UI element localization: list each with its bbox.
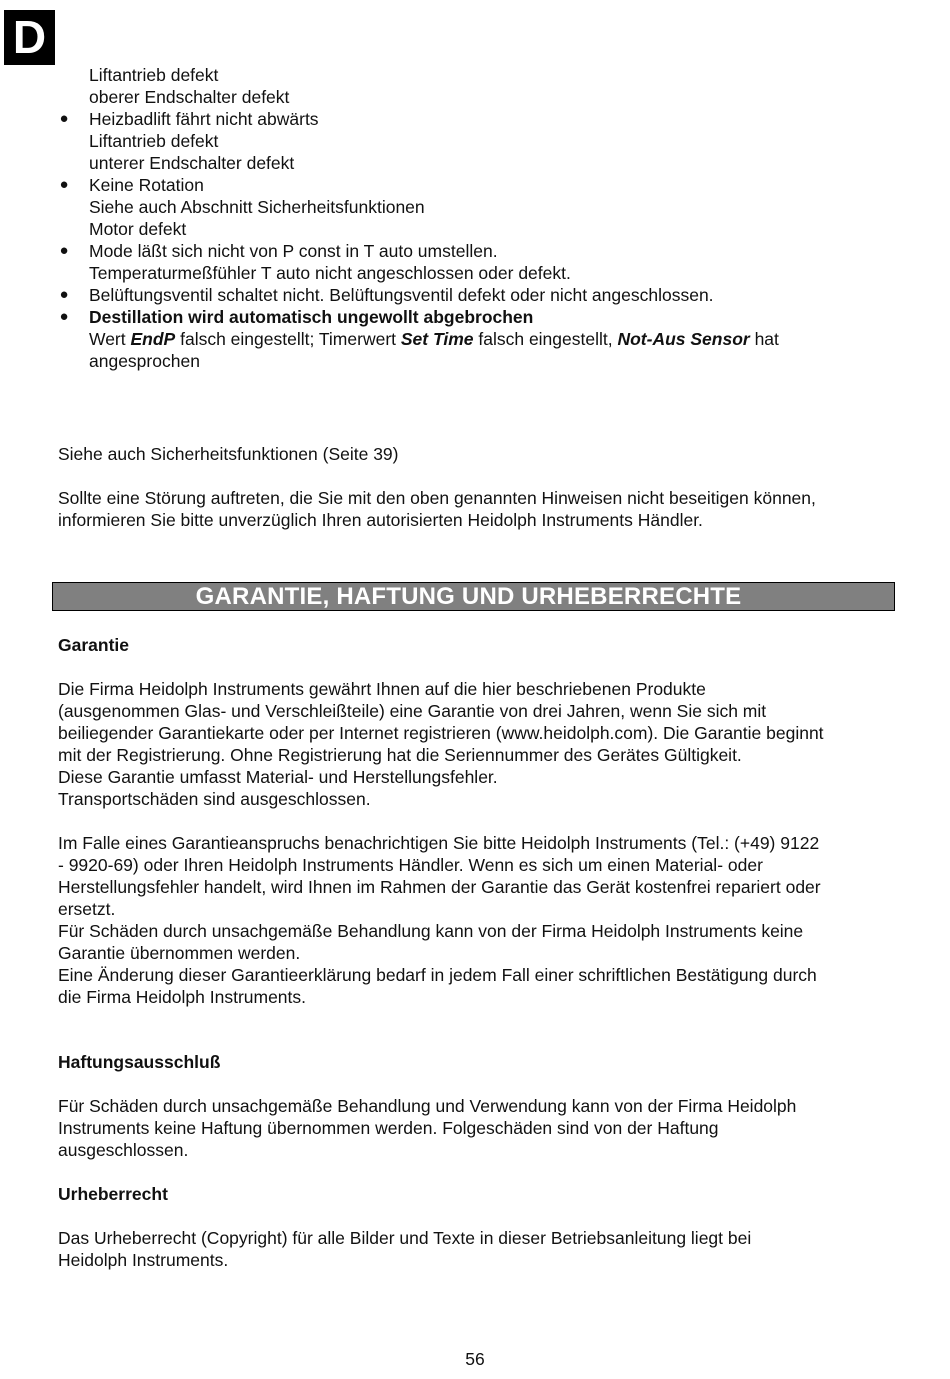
paragraph-line: Transportschäden sind ausgeschlossen.	[58, 789, 371, 809]
fault-list	[58, 64, 918, 372]
text-fragment: falsch eingestellt,	[473, 329, 618, 349]
garantie-paragraph-1	[58, 678, 918, 810]
text-fragment: falsch eingestellt; Timerwert	[175, 329, 401, 349]
garantie-heading: Garantie	[58, 635, 129, 655]
list-item-line: oberer Endschalter defekt	[89, 87, 290, 107]
list-item-line: Liftantrieb defekt	[89, 131, 219, 151]
paragraph-line: beiliegender Garantiekarte oder per Internet registrieren (www.heidolph.com). Die Garantie beginnt	[58, 723, 824, 743]
parameter-not-aus-sensor: Not-Aus Sensor	[617, 329, 750, 349]
garantie-paragraph-2	[58, 832, 918, 1008]
list-item	[58, 284, 918, 306]
fault-note	[58, 487, 918, 531]
list-item-line: unterer Endschalter defekt	[89, 153, 295, 173]
paragraph-line: - 9920-69) oder Ihren Heidolph Instruments Händler. Wenn es sich um einen Material- oder	[58, 855, 763, 875]
paragraph-line: Heidolph Instruments.	[58, 1250, 229, 1270]
list-item	[58, 64, 918, 108]
paragraph-line: Das Urheberrecht (Copyright) für alle Bilder und Texte in dieser Betriebsanleitung liegt bei	[58, 1228, 752, 1248]
paragraph-line: (ausgenommen Glas- und Verschleißteile) eine Garantie von drei Jahren, wenn Sie sich mit	[58, 701, 767, 721]
paragraph-line: die Firma Heidolph Instruments.	[58, 987, 307, 1007]
paragraph-line: ersetzt.	[58, 899, 116, 919]
text-fragment: Wert	[89, 329, 131, 349]
paragraph-line: Die Firma Heidolph Instruments gewährt Ihnen auf die hier beschriebenen Produkte	[58, 679, 706, 699]
paragraph-line: Diese Garantie umfasst Material- und Herstellungsfehler.	[58, 767, 498, 787]
list-item-distillation	[58, 306, 918, 372]
bullet-icon: ●	[59, 308, 69, 325]
list-item-line: Siehe auch Abschnitt Sicherheitsfunktionen	[89, 197, 425, 217]
paragraph-line: Garantie übernommen werden.	[58, 943, 301, 963]
list-item-line: Liftantrieb defekt	[89, 65, 219, 85]
urheberrecht-paragraph	[58, 1227, 918, 1271]
text-fragment: hat	[749, 329, 779, 349]
urheberrecht-heading: Urheberrecht	[58, 1184, 168, 1204]
list-item-title: Destillation wird automatisch ungewollt abgebrochen	[89, 307, 534, 327]
list-item-line: Motor defekt	[89, 219, 187, 239]
list-item-line: Heizbadlift fährt nicht abwärts	[89, 109, 319, 129]
bullet-icon: ●	[59, 242, 69, 259]
paragraph-line: Eine Änderung dieser Garantieerklärung bedarf in jedem Fall einer schriftlichen Bestätigung durch	[58, 965, 817, 985]
section-header-bar	[52, 582, 895, 611]
haftung-paragraph	[58, 1095, 918, 1161]
bullet-icon: ●	[59, 110, 69, 127]
haftung-heading: Haftungsausschluß	[58, 1052, 221, 1072]
list-item-line	[89, 328, 918, 350]
see-also-note: Siehe auch Sicherheitsfunktionen (Seite 39)	[58, 444, 399, 464]
list-item	[58, 108, 918, 174]
bullet-icon: ●	[59, 286, 69, 303]
list-item-line: angesprochen	[89, 351, 200, 371]
paragraph-line: Sollte eine Störung auftreten, die Sie mit den oben genannten Hinweisen nicht beseitigen können,	[58, 488, 816, 508]
paragraph-line: mit der Registrierung. Ohne Registrierung hat die Seriennummer des Gerätes Gültigkeit.	[58, 745, 742, 765]
paragraph-line: Für Schäden durch unsachgemäße Behandlung und Verwendung kann von der Firma Heidolph	[58, 1096, 797, 1116]
list-item	[58, 174, 918, 240]
paragraph-line: Instruments keine Haftung übernommen werden. Folgeschäden sind von der Haftung	[58, 1118, 719, 1138]
language-badge: D	[4, 10, 55, 65]
parameter-set-time: Set Time	[400, 329, 474, 349]
section-title: GARANTIE, HAFTUNG UND URHEBERRECHTE	[195, 583, 742, 610]
bullet-icon: ●	[59, 176, 69, 193]
paragraph-line: ausgeschlossen.	[58, 1140, 189, 1160]
paragraph-line: Für Schäden durch unsachgemäße Behandlung kann von der Firma Heidolph Instruments keine	[58, 921, 804, 941]
paragraph-line: Im Falle eines Garantieanspruchs benachrichtigen Sie bitte Heidolph Instruments (Tel.: (+49) 9122	[58, 833, 820, 853]
list-item-line: Temperaturmeßfühler T auto nicht angeschlossen oder defekt.	[89, 263, 571, 283]
paragraph-line: Herstellungsfehler handelt, wird Ihnen im Rahmen der Garantie das Gerät kostenfrei repariert oder	[58, 877, 821, 897]
list-item-line: Keine Rotation	[89, 175, 204, 195]
list-item-line: Belüftungsventil schaltet nicht. Belüftungsventil defekt oder nicht angeschlossen.	[89, 285, 714, 305]
list-item-line: Mode läßt sich nicht von P const in T auto umstellen.	[89, 241, 498, 261]
paragraph-line: informieren Sie bitte unverzüglich Ihren autorisierten Heidolph Instruments Händler.	[58, 510, 703, 530]
parameter-endp: EndP	[130, 329, 176, 349]
page-number: 56	[465, 1349, 485, 1369]
list-item	[58, 240, 918, 284]
